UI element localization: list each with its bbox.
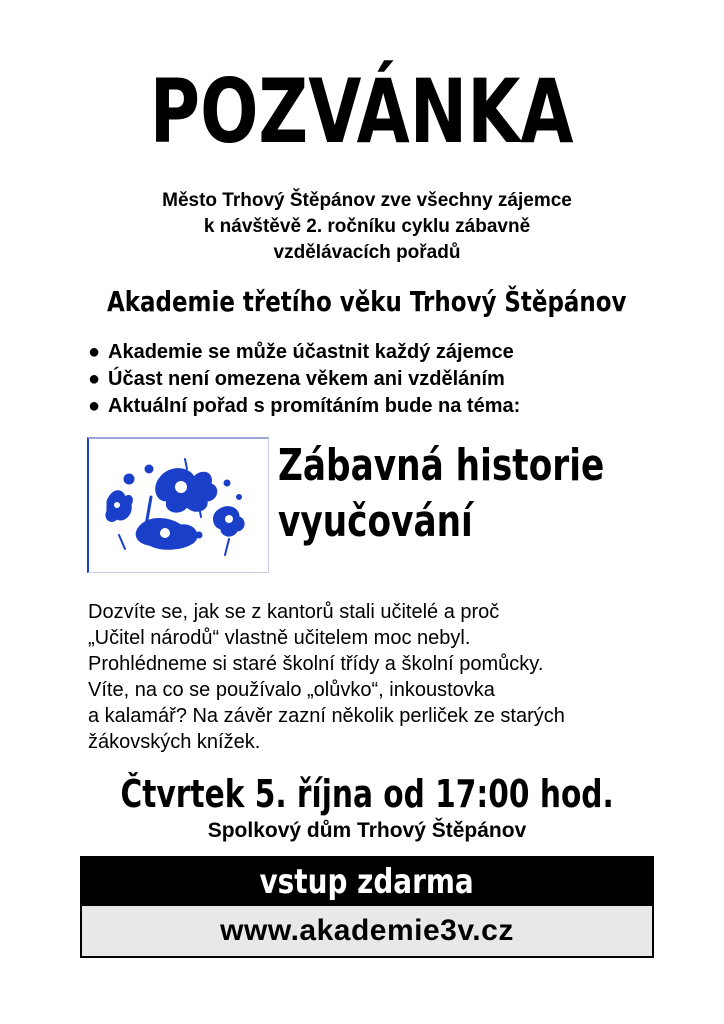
bullet-icon: ● (88, 341, 101, 363)
bullet-list (88, 339, 688, 420)
description (88, 599, 688, 755)
admission-box (80, 856, 654, 958)
description-line: a kalamář? Na závěr zazní několik perliček ze starých (88, 705, 565, 727)
bullet-icon: ● (88, 395, 101, 417)
intro-line: vzdělávacích pořadů (273, 242, 461, 263)
intro-text (0, 188, 724, 266)
bullet-item: ● Aktuální pořad s promítáním bude na téma: (88, 393, 688, 420)
pen-and-ink-icon (89, 439, 267, 571)
admission-label: vstup zdarma (82, 858, 652, 906)
topic-illustration (87, 437, 269, 573)
description-line: Víte, na co se používalo „olůvko“, inkoustovka (88, 679, 495, 701)
bullet-icon: ● (88, 368, 101, 390)
description-line: „Učitel národů“ vlastně učitelem moc nebyl. (88, 627, 471, 649)
event-venue: Spolkový dům Trhový Štěpánov (207, 819, 527, 842)
topic-line: Zábavná historie (278, 440, 605, 491)
website-link[interactable]: www.akademie3v.cz (82, 906, 652, 956)
bullet-item: ● Akademie se může účastnit každý zájemce (88, 339, 688, 366)
description-line: Prohlédneme si staré školní třídy a školní pomůcky. (88, 653, 544, 675)
topic-title (278, 438, 698, 550)
intro-line: Město Trhový Štěpánov zve všechny zájemce (162, 190, 572, 211)
event-date: Čtvrtek 5. října od 17:00 hod. (120, 772, 614, 816)
description-line: Dozvíte se, jak se z kantorů stali učitelé a proč (88, 601, 500, 623)
program-name: Akademie třetího věku Trhový Štěpánov (107, 285, 627, 318)
topic-line: vyučování (278, 496, 473, 547)
description-line: žákovských knížek. (88, 731, 261, 753)
invitation-title: POZVÁNKA (150, 60, 574, 163)
intro-line: k návštěvě 2. ročníku cyklu zábavně (203, 216, 531, 237)
bullet-item: ● Účast není omezena věkem ani vzděláním (88, 366, 688, 393)
